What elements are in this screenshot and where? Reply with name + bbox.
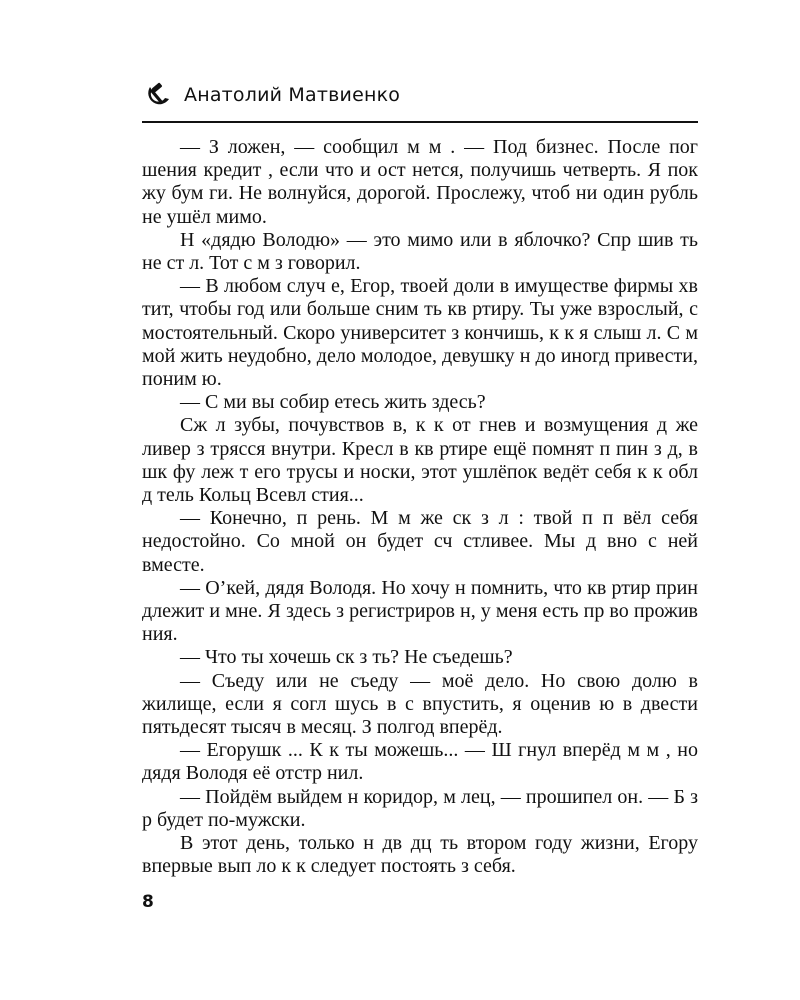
paragraph: — Что ты хочешь ск з ть? Не съедешь? [180, 646, 513, 669]
paragraph: — З ложен, — сообщил м м . — Под бизнес. После пог шения кредит , если что и ост нется, получишь четверть. Я пок жу бум ги. Не волнуйся, дорогой. Прослежу, чтоб ни один рубль не ушёл мимо. [142, 136, 698, 228]
paragraph: — О’кей, дядя Володя. Но хочу н помнить, что кв ртир прин длежит и мне. Я здесь з регистриров н, у меня есть пр во прожив ния. [142, 576, 698, 646]
running-header [142, 78, 698, 114]
page-number: 8 [142, 892, 154, 912]
paragraph: — В любом случ е, Егор, твоей доли в имуществе фирмы хв тит, чтобы год или больше сним ть кв ртиру. Ты уже взрослый, с мостоятельный. Скоро университет з кончишь, к к я слыш л. С м мой жить неудобно, дело молодое, девушку н до иногд привести, поним ю. [142, 275, 698, 391]
paragraph: — Пойдём выйдем н коридор, м лец, — прошипел он. — Б з р будет по-мужски. [142, 785, 698, 831]
header-divider [142, 121, 698, 123]
author-name: Анатолий Матвиенко [184, 84, 401, 106]
paragraph: — Конечно, п рень. М м же ск з л : твой п п вёл себя недостойно. Со мной он будет сч стливее. Мы д вно с ней вместе. [142, 507, 698, 576]
body-text [142, 136, 698, 879]
paragraph: В этот день, только н дв дц ть втором году жизни, Егору впервые вып ло к к следует постоять з себя. [142, 832, 698, 878]
paragraph: — Егорушк ... К к ты можешь... — Ш гнул вперёд м м , но дядя Володя её отстр нил. [142, 739, 698, 785]
hammer-sickle-icon [142, 82, 172, 110]
paragraph: Сж л зубы, почувствов в, к к от гнев и возмущения д же ливер з трясся внутри. Кресл в кв ртире ещё помнят п пин з д, в шк фу леж т его трусы и носки, этот ушлёпок ведёт себя к к обл д тель Кольц Всевл стия... [142, 414, 698, 507]
paragraph: — С ми вы собир етесь жить здесь? [180, 391, 486, 414]
paragraph: — Съеду или не съеду — моё дело. Но свою долю в жилище, если я согл шусь в с впустить, я оценив ю в двести пятьдесят тысяч в месяц. З полгод вперёд. [142, 669, 698, 739]
paragraph: Н «дядю Володю» — это мимо или в яблочко? Спр шив ть не ст л. Тот с м з говорил. [142, 228, 698, 275]
